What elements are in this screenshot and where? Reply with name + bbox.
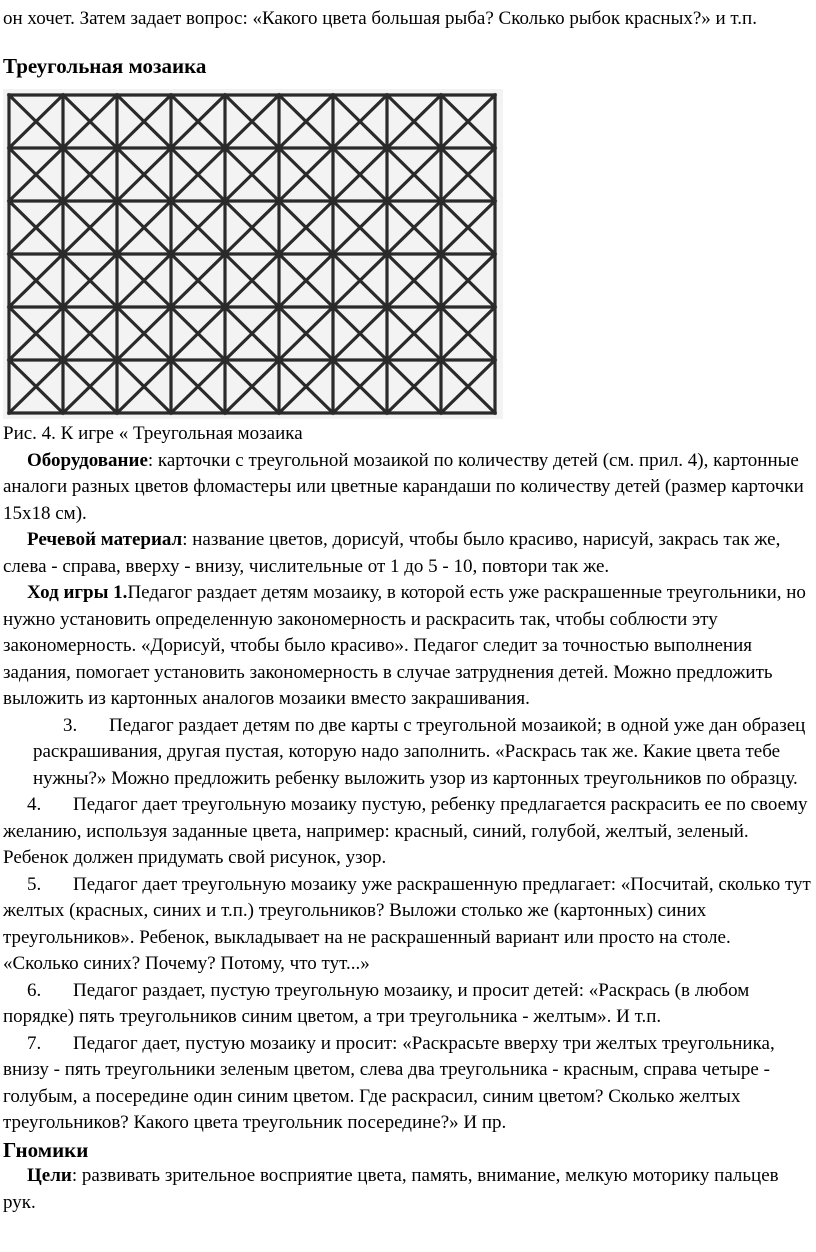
list-item-text: Педагог раздает, пустую треугольную мозаику, и просит детей: «Раскрась (в любом порядке) пять треугольников синим цветом, а три треугольника - желтым». И т.п.	[3, 979, 750, 1027]
list-item-text: Педагог дает, пустую мозаику и просит: «Раскрасьте вверху три желтых треугольника, внизу - пять треугольники зеленым цветом, слева два треугольника - красным, справа четыре - голубым, а посередине один синим цветом. Где раскрасил, синим цветом? Сколько желтых треугольников? Какого цвета треугольник посередине?» И пр.	[3, 1032, 775, 1133]
list-item-6	[3, 978, 811, 1031]
equipment-paragraph	[3, 448, 811, 528]
game-label: Ход игры 1.	[27, 582, 128, 603]
list-item-number: 3.	[63, 714, 78, 736]
list-item-number: 4.	[27, 794, 42, 815]
section-heading-mosaic: Треугольная мозаика	[3, 53, 207, 78]
equipment-text: : карточки с треугольной мозаикой по количеству детей (см. прил. 4), картонные аналоги разных цветов фломастеры или цветные карандаши по количеству детей (размер карточки 15х18 см).	[3, 449, 804, 524]
list-item-number: 6.	[27, 979, 42, 1001]
equipment-label: Оборудование	[27, 449, 148, 471]
speech-label: Речевой материал	[27, 529, 183, 550]
goals-text: : развивать зрительное восприятие цвета, память, внимание, мелкую моторику пальцев рук.	[3, 1165, 779, 1213]
list-item-5	[3, 872, 811, 978]
list-item-4	[3, 792, 811, 872]
list-item-text: Педагог дает треугольную мозаику пустую, ребенку предлагается раскрасить ее по своему желанию, используя заданные цвета, например: красный, синий, голубой, желтый, зеленый. Ребенок должен придумать свой рисунок, узор.	[3, 794, 808, 868]
game-text: Педагог раздает детям мозаику, в которой есть уже раскрашенные треугольники, но нужно установить определенную закономерность и раскрасить так, чтобы соблюсти эту закономерность. «Дорисуй, чтобы было красиво». Педагог следит за точностью выполнения задания, помогает установить закономерность в случае затруднения детей. Можно предложить выложить из картонных аналогов мозаики вместо закрашивания.	[3, 582, 806, 709]
speech-paragraph	[3, 527, 811, 580]
list-item-7	[3, 1031, 811, 1137]
triangle-mosaic-figure	[3, 89, 503, 419]
intro-paragraph: он хочет. Затем задает вопрос: «Какого цвета большая рыба? Сколько рыбок красных?» и т.п.	[3, 8, 757, 29]
list-item-text: Педагог раздает детям по две карты с треугольной мозаикой; в одной уже дан образец раскрашивания, другая пустая, которую надо заполнить. «Раскрась так же. Какие цвета тебе нужны?» Можно предложить ребенку выложить узор из картонных треугольников по образцу.	[33, 714, 806, 789]
goals-label: Цели	[27, 1165, 72, 1186]
list-item-text: Педагог дает треугольную мозаику уже раскрашенную предлагает: «Посчитай, сколько тут желтых (красных, синих и т.п.) треугольников? Выложи столько же (картонных) синих треугольников». Ребенок, выкладывает на не раскрашенный вариант или просто на столе. «Сколько синих? Почему? Потому, что тут...»	[3, 873, 811, 974]
list-item-number: 7.	[27, 1032, 42, 1054]
speech-text: : название цветов, дорисуй, чтобы было красиво, нарисуй, закрась так же, слева - справа, вверху - внизу, числительные от 1 до 5 - 10, повтори так же.	[3, 529, 781, 577]
game-paragraph	[3, 580, 811, 713]
goals-paragraph	[3, 1163, 811, 1216]
document-page	[3, 6, 811, 1216]
list-item-3	[3, 713, 811, 793]
figure-caption: Рис. 4. К игре « Треугольная мозаика	[3, 423, 303, 444]
section-heading-gnomes: Гномики	[3, 1137, 89, 1162]
list-item-number: 5.	[27, 873, 42, 895]
